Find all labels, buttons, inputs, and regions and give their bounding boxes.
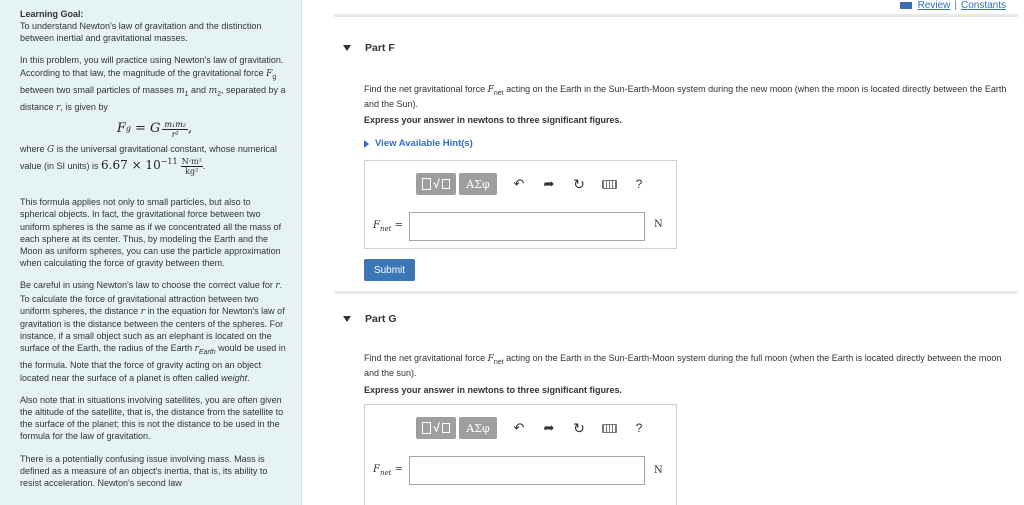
- keyboard-icon: [602, 424, 617, 433]
- part-g-unit: N: [654, 465, 663, 476]
- constants-link[interactable]: Constants: [960, 0, 1006, 11]
- part-g-answer-box: [364, 404, 677, 505]
- templates-button[interactable]: [416, 417, 456, 439]
- reset-icon[interactable]: ↻: [573, 419, 585, 436]
- top-divider: [334, 14, 1018, 17]
- math-toolbar: [416, 173, 650, 195]
- nav-separator: |: [954, 0, 957, 11]
- part-f-question: Find the net gravitational force $F_{net}$ acting on the Earth in the Sun-Earth-Moon system during the new moon (when the moon is located directly between the Earth and the Sun).: [364, 84, 1007, 109]
- part-f-answer-input[interactable]: [409, 212, 645, 241]
- expand-arrow-icon: [364, 140, 369, 148]
- undo-icon[interactable]: ↶: [513, 176, 525, 191]
- greek-symbols-button[interactable]: ΑΣφ: [459, 417, 497, 439]
- constant-paragraph: where G is the universal gravitational constant, whose numerical value (in SI units) is $6.67 \times 10^{-11}$ $\frac{\text{N·m²}}{\text{kg²}}$ .: [20, 143, 277, 177]
- part-f-unit: N: [654, 219, 663, 230]
- review-link[interactable]: Review: [917, 0, 951, 11]
- learning-goal-pane: [0, 0, 302, 505]
- part-f-instruction: Express your answer in newtons to three significant figures.: [364, 115, 623, 125]
- reset-icon[interactable]: ↻: [573, 175, 585, 192]
- learning-goal-text: To understand Newton's law of gravitation and the distinction between inertial and gravitational masses.: [20, 21, 262, 44]
- part-f-title: Part F: [365, 42, 395, 54]
- part-f-hint-toggle[interactable]: [364, 138, 473, 149]
- formula-fraction: $\frac{\text{m₁m₂}}{\text{r²}}$: [164, 119, 187, 139]
- greek-symbols-button[interactable]: ΑΣφ: [459, 173, 497, 195]
- part-f-answer-box: [364, 160, 677, 249]
- learning-goal-heading: Learning Goal:: [20, 9, 84, 19]
- collapse-arrow-icon: [343, 45, 351, 51]
- hint-label: View Available Hint(s): [375, 138, 473, 149]
- undo-icon[interactable]: ↶: [513, 420, 525, 435]
- help-icon[interactable]: ?: [635, 177, 643, 191]
- keyboard-button[interactable]: [598, 173, 620, 195]
- satellite-paragraph: Also note that in situations involving satellites, you are often given the altitude of the satellite, that is, the distance from the satellite to the surface of the planet; this is not the distance to be used in the formula for the law of gravitation.: [20, 394, 284, 442]
- g-unit: $\frac{\text{N·m²}}{\text{kg²}}$: [181, 157, 202, 177]
- templates-icon: [422, 178, 431, 190]
- review-icon: [900, 2, 912, 9]
- part-f-header[interactable]: [343, 42, 395, 54]
- templates-button[interactable]: [416, 173, 456, 195]
- keyboard-button[interactable]: [598, 417, 620, 439]
- part-f-field-label: $F_{net}$ =: [373, 220, 403, 233]
- part-divider: [334, 291, 1018, 294]
- redo-icon[interactable]: ➦: [543, 420, 555, 435]
- part-g-question: Find the net gravitational force $F_{net}$ acting on the Earth in the Sun-Earth-Moon system during the full moon (when the Earth is located directly between the moon and the sun).: [364, 353, 1002, 378]
- part-g-title: Part G: [365, 313, 397, 325]
- intro-paragraph: In this problem, you will practice using Newton's law of gravitation. According to that law, the magnitude of the gravitational force $F_g$ between two small particles of masses $m_1$ and $m_2$, separated by a distance r, is given by: [20, 55, 286, 113]
- keyboard-icon: [602, 180, 617, 189]
- part-f-field-row: [373, 212, 645, 241]
- part-g-answer-input[interactable]: [409, 456, 645, 485]
- part-g-header[interactable]: [343, 313, 397, 325]
- part-g-field-label: $F_{net}$ =: [373, 464, 403, 477]
- top-nav: [900, 0, 1006, 11]
- distance-paragraph: Be careful in using Newton's law to choose the correct value for r. To calculate the force of gravitational attraction between two uniform spheres, the distance r in the equation for Newton's law of gravitation is the distance between the centers of the spheres. For instance, if a small object such as an elephant is located on the surface of the Earth, the radius of the Earth $r_{Earth}$ would be used in the formula. Note that the force of gravity acting on an object located near the surface of a planet is often called weight.: [20, 280, 286, 383]
- radical-icon: √: [433, 421, 440, 435]
- collapse-arrow-icon: [343, 316, 351, 322]
- templates-icon: [422, 422, 431, 434]
- g-value: $6.67 \times 10^{-11}$: [101, 157, 178, 173]
- part-f-submit-button[interactable]: Submit: [364, 259, 415, 281]
- mass-paragraph: There is a potentially confusing issue involving mass. Mass is defined as a measure of an object's inertia, that is, its ability to resist acceleration. Newton's second law: [20, 453, 268, 488]
- part-g-instruction: Express your answer in newtons to three significant figures.: [364, 385, 623, 395]
- help-icon[interactable]: ?: [635, 421, 643, 435]
- gravitation-formula: F g = G $\frac{\text{m₁m₂}}{\text{r²}}$ ,: [116, 119, 193, 139]
- redo-icon[interactable]: ➦: [543, 176, 555, 191]
- math-toolbar: [416, 417, 650, 439]
- part-g-field-row: [373, 456, 645, 485]
- radical-icon: √: [433, 177, 440, 191]
- spheres-paragraph: This formula applies not only to small particles, but also to spherical objects. In fact, the gravitational force between two uniform spheres is the same as if we concentrated all the mass of each sphere at its center. Thus, by modeling the Earth and the Moon as uniform spheres, you can use the particle approximation when calculating the force of gravity between them.: [20, 197, 282, 269]
